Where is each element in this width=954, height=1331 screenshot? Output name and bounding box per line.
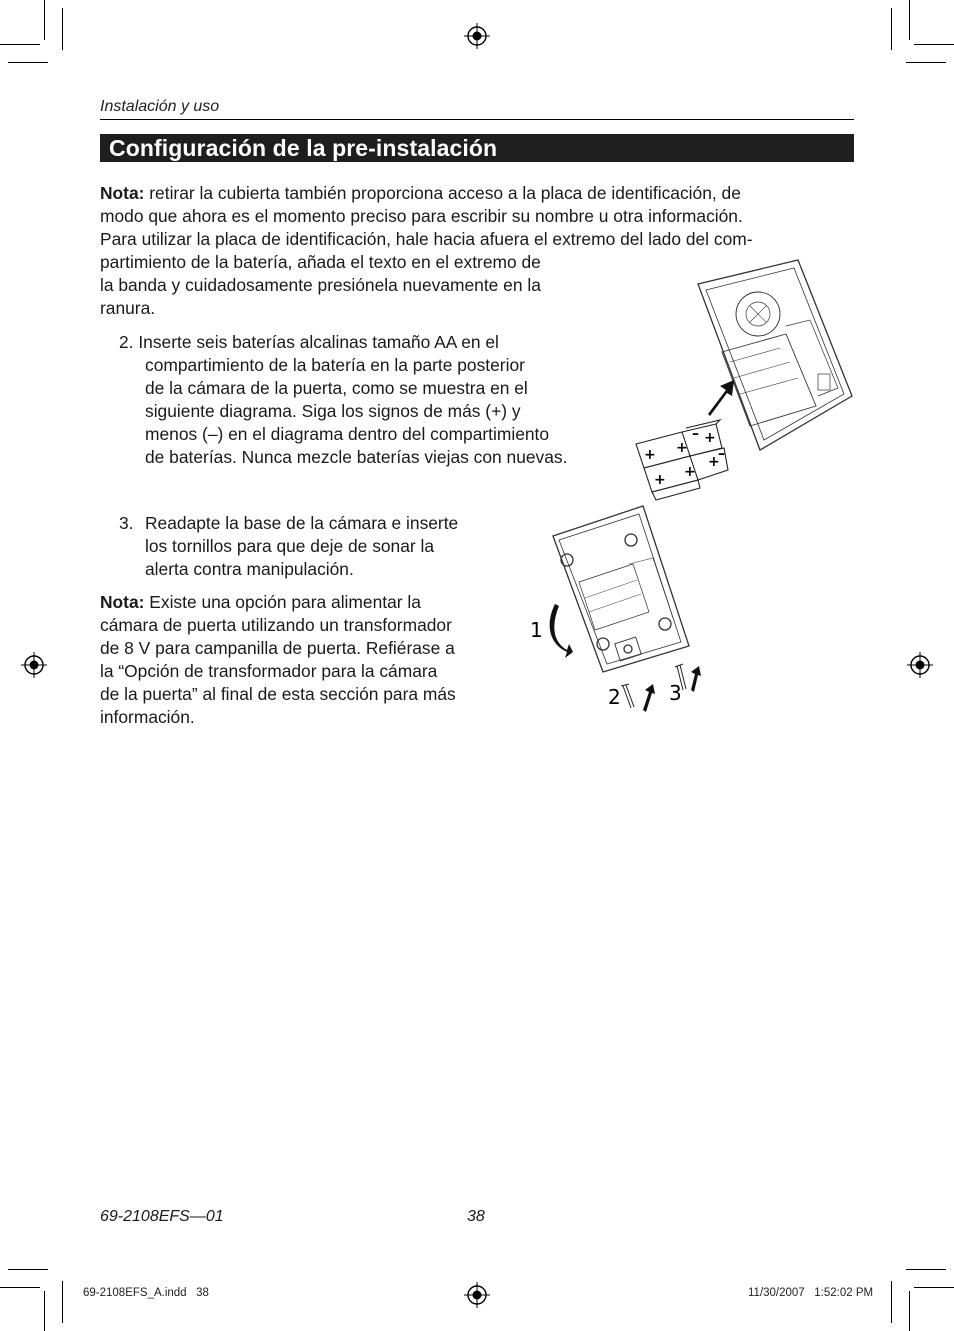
crop-mark xyxy=(906,62,946,63)
crop-mark xyxy=(8,1269,48,1270)
svg-text:+: + xyxy=(684,464,696,480)
slug-timestamp: 11/30/2007 1:52:02 PM xyxy=(748,1287,874,1299)
note-paragraph: Nota: retirar la cubierta también proporciona acceso a la placa de identificación, de modo que ahora es el momento preciso para escribir su nombre u otra información. Para utilizar la placa de identificación, hale hacia afuera el extremo del lado del com- partimiento de la batería, añada el texto en el extremo de la banda y cuidadosamente presiónela nuevamente en la ranura. xyxy=(100,183,753,318)
crop-mark xyxy=(914,1287,954,1288)
crop-mark xyxy=(909,0,910,40)
svg-text:–: – xyxy=(692,426,699,442)
slug-file-name: 69-2108EFS_A.indd 38 xyxy=(83,1287,209,1299)
crop-mark xyxy=(44,0,45,40)
step-2-paragraph: 2. Inserte seis baterías alcalinas tamaño AA en el compartimiento de la batería en la parte posterior de la cámara de la puerta, como se muestra en el siguiente diagrama. Siga los signos de más (+) y menos (–) en el diagrama dentro del compartimiento de baterías. Nunca mezcle baterías viejas con nuevas. xyxy=(119,332,568,467)
note-paragraph: Nota: Existe una opción para alimentar la cámara de puerta utilizando un transformador de 8 V para campanilla de puerta. Refiérase a la “Opción de transformador para la cámara de la puerta” al final de esta sección para más información. xyxy=(100,592,456,727)
note-label: Nota: xyxy=(100,183,145,203)
crop-mark xyxy=(891,1281,892,1323)
crop-mark xyxy=(62,8,63,50)
crop-mark xyxy=(44,1291,45,1331)
crop-mark xyxy=(891,8,892,50)
crop-mark xyxy=(906,1269,946,1270)
svg-text:+: + xyxy=(654,472,666,488)
screw-label: 2 xyxy=(608,685,621,709)
crop-mark xyxy=(62,1281,63,1323)
crop-mark xyxy=(0,44,40,45)
header-rule xyxy=(100,119,854,120)
rotate-label: 1 xyxy=(530,618,543,642)
battery-installation-figure xyxy=(630,256,860,506)
document-code: 69-2108EFS—01 xyxy=(100,1208,224,1225)
svg-text:+: + xyxy=(676,440,688,456)
step-number: 3. xyxy=(119,513,134,533)
section-title-bar xyxy=(100,134,854,162)
screw-label: 3 xyxy=(669,681,682,705)
registration-mark-icon xyxy=(907,652,933,678)
camera-base-figure xyxy=(525,500,725,720)
section-title: Configuración de la pre-instalación xyxy=(109,135,498,161)
section-label: Instalación y uso xyxy=(100,98,220,115)
step-3-paragraph: 3. Readapte la base de la cámara e inserte los tornillos para que deje de sonar la alerta contra manipulación. xyxy=(119,513,459,579)
crop-mark xyxy=(0,1287,40,1288)
page-number: 38 xyxy=(467,1208,485,1225)
svg-text:–: – xyxy=(718,446,725,462)
crop-mark xyxy=(909,1291,910,1331)
svg-text:+: + xyxy=(644,447,656,463)
crop-mark xyxy=(8,62,48,63)
note-label: Nota: xyxy=(100,592,145,612)
crop-mark xyxy=(914,44,954,45)
svg-text:+: + xyxy=(704,430,716,446)
registration-mark-icon xyxy=(464,23,490,49)
registration-mark-icon xyxy=(464,1282,490,1308)
registration-mark-icon xyxy=(21,652,47,678)
svg-text:+: + xyxy=(708,454,720,470)
